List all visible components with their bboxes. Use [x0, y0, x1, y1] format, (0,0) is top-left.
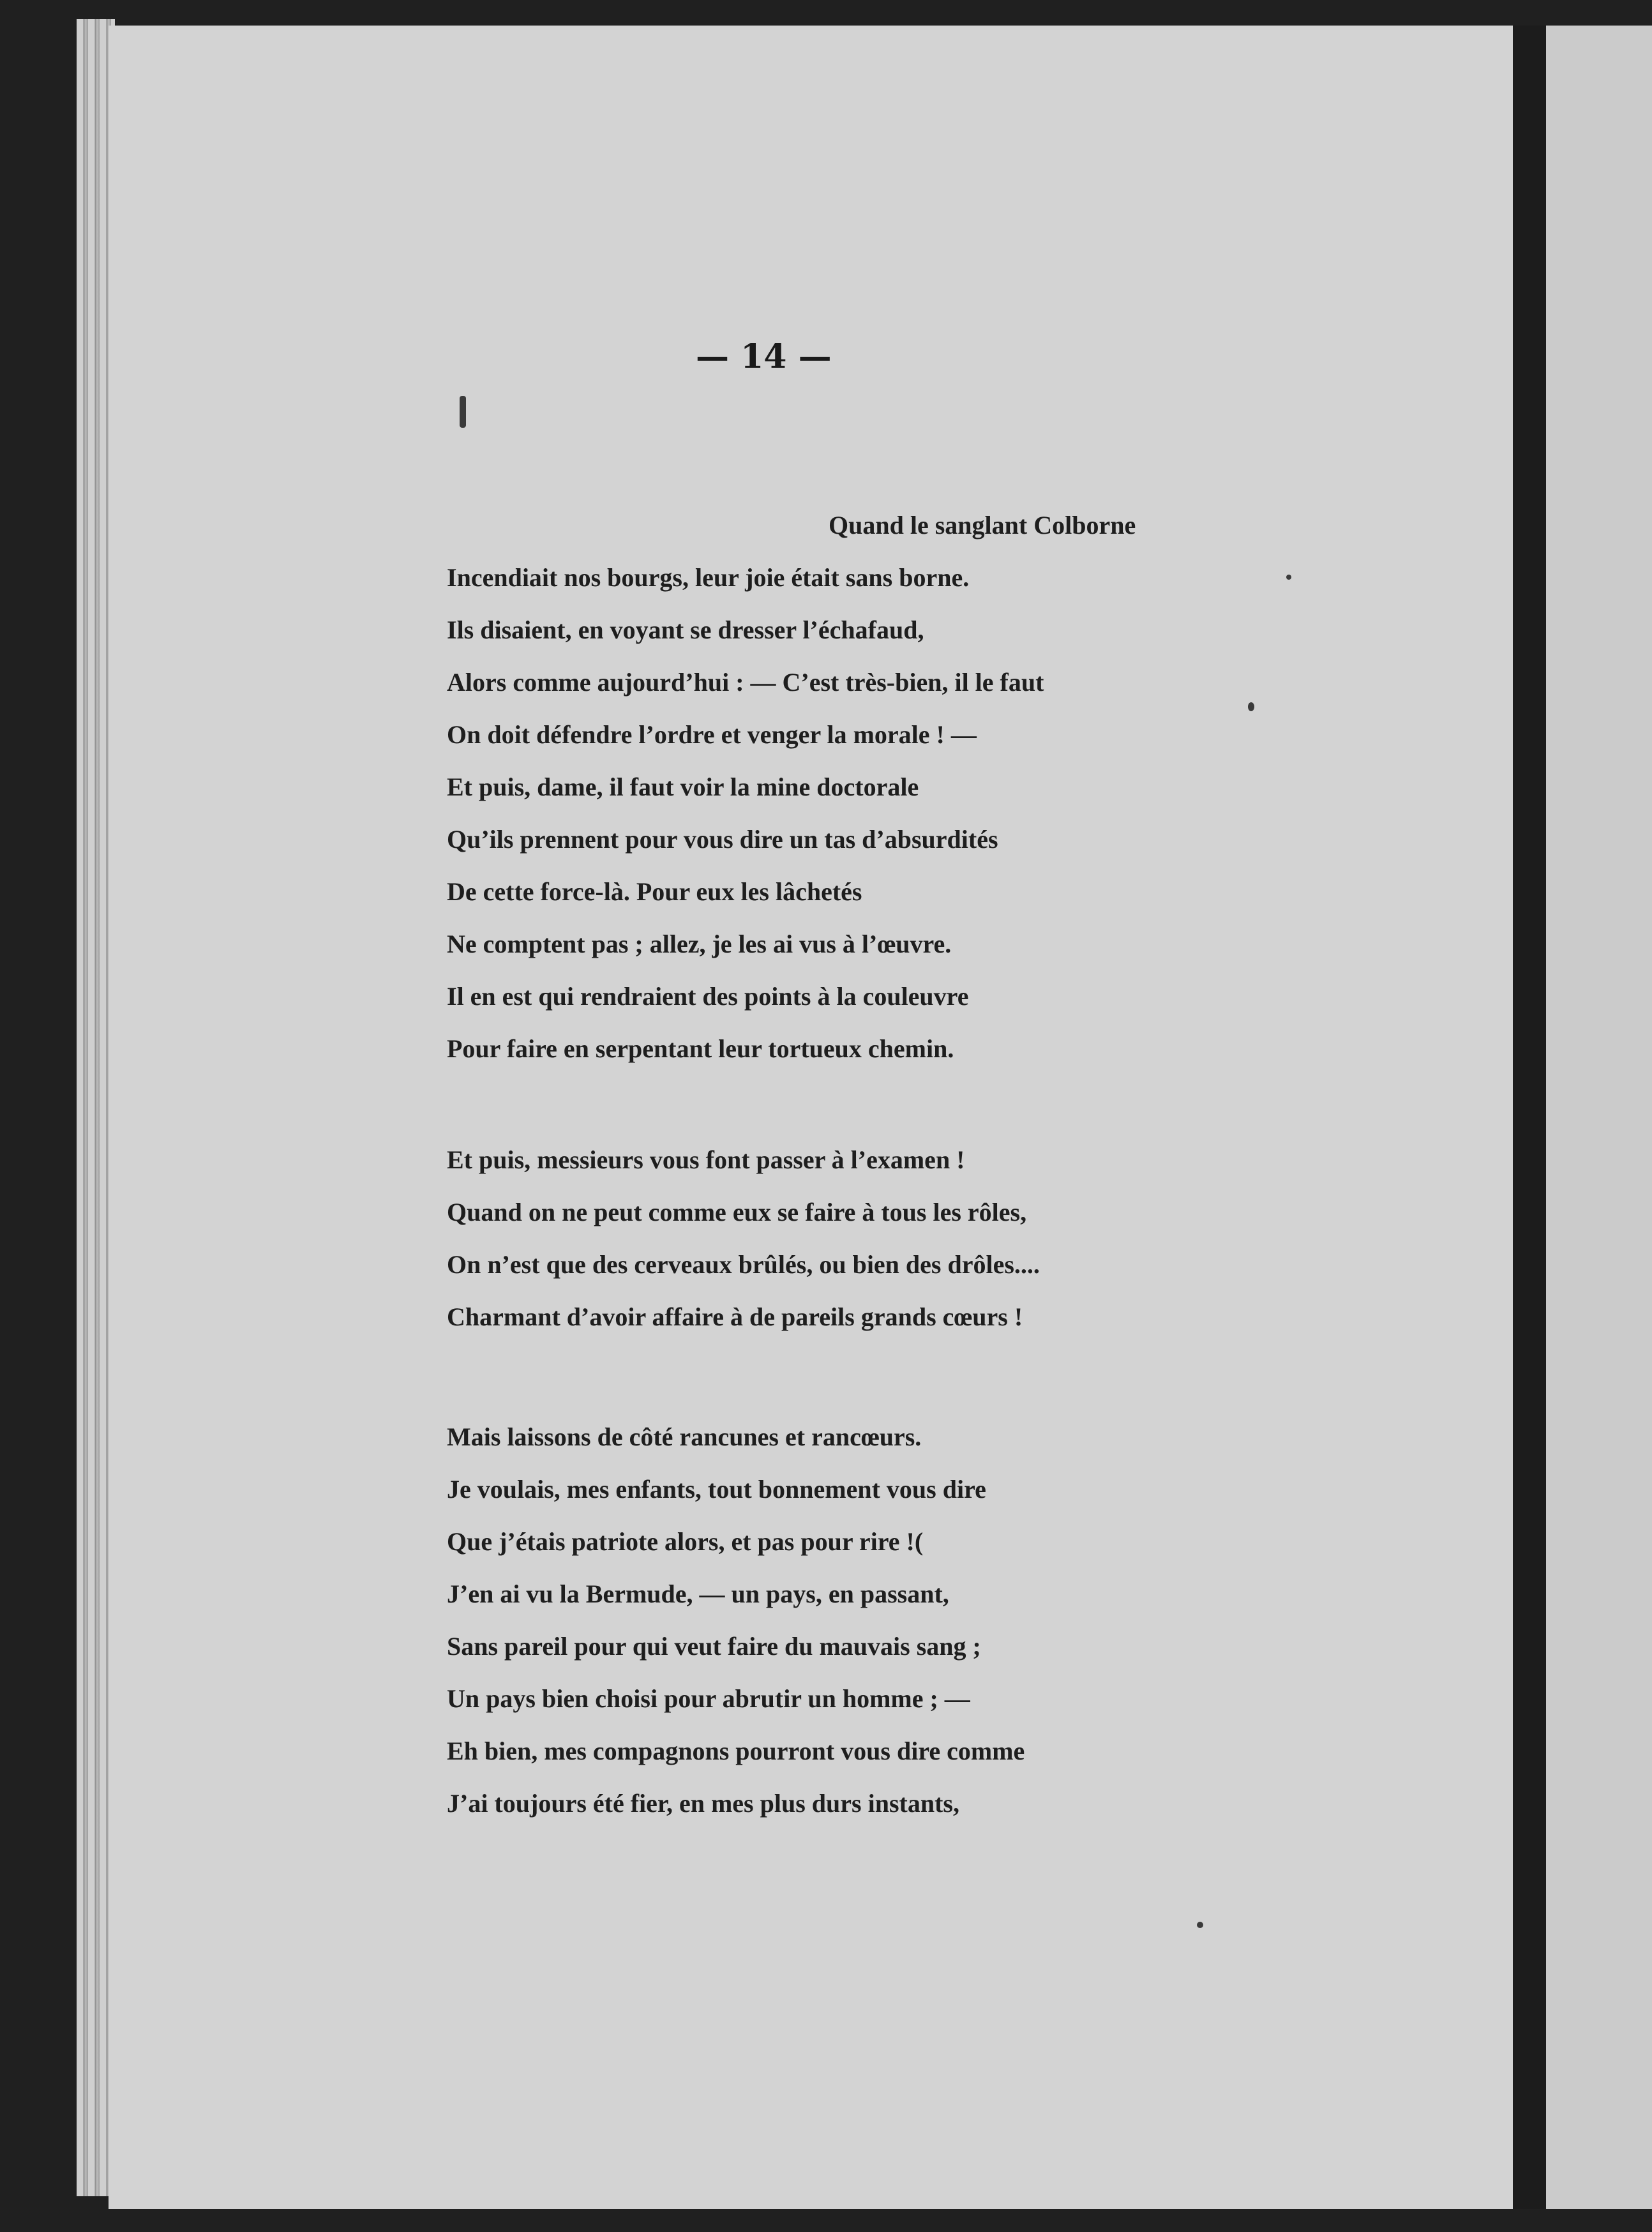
verse-line: Eh bien, mes compagnons pourront vous dire comme	[447, 1737, 1025, 1765]
paper-speck	[460, 396, 466, 428]
verse-line: Quand on ne peut comme eux se faire à tous les rôles,	[447, 1198, 1027, 1226]
stanza-2	[447, 1134, 1040, 1343]
verse-line: Qu’ils prennent pour vous dire un tas d’absurdités	[447, 825, 998, 854]
verse-line: Sans pareil pour qui veut faire du mauvais sang ;	[447, 1632, 981, 1661]
verse-line: Ne comptent pas ; allez, je les ai vus à l’œuvre.	[447, 930, 952, 958]
verse-line: Ils disaient, en voyant se dresser l’échafaud,	[447, 615, 924, 644]
verse-line: Et puis, dame, il faut voir la mine doctorale	[447, 773, 919, 801]
verse-line: J’ai toujours été fier, en mes plus durs instants,	[447, 1789, 959, 1818]
verse-line: Incendiait nos bourgs, leur joie était sans borne.	[447, 563, 970, 592]
verse-line: Alors comme aujourd’hui : — C’est très-bien, il le faut	[447, 668, 1044, 697]
verse-line: J’en ai vu la Bermude, — un pays, en passant,	[447, 1580, 949, 1608]
verse-line: Un pays bien choisi pour abrutir un homme ; —	[447, 1684, 970, 1713]
verse-line: Quand le sanglant Colborne	[829, 511, 1136, 539]
paper-speck	[1248, 702, 1254, 711]
facing-page-edge	[1546, 26, 1652, 2209]
paper-speck	[1286, 575, 1291, 580]
book-gutter	[1513, 26, 1546, 2209]
verse-line: Mais laissons de côté rancunes et rancœurs.	[447, 1422, 922, 1451]
verse-line: Je voulais, mes enfants, tout bonnement vous dire	[447, 1475, 986, 1504]
stanza-1	[447, 499, 1136, 1075]
verse-line: Que j’étais patriote alors, et pas pour rire !(	[447, 1527, 924, 1556]
stanza-3	[447, 1411, 1025, 1830]
verse-line: Charmant d’avoir affaire à de pareils grands cœurs !	[447, 1302, 1023, 1331]
paper-speck	[1197, 1922, 1203, 1928]
page-number: — 14 —	[696, 337, 832, 376]
verse-line: De cette force-là. Pour eux les lâchetés	[447, 877, 862, 906]
verse-line: Il en est qui rendraient des points à la couleuvre	[447, 982, 969, 1011]
verse-line: Et puis, messieurs vous font passer à l’examen !	[447, 1145, 965, 1174]
verse-line: On doit défendre l’ordre et venger la morale ! —	[447, 720, 977, 749]
verse-line: Pour faire en serpentant leur tortueux chemin.	[447, 1034, 954, 1063]
verse-line: On n’est que des cerveaux brûlés, ou bien des drôles....	[447, 1250, 1040, 1279]
